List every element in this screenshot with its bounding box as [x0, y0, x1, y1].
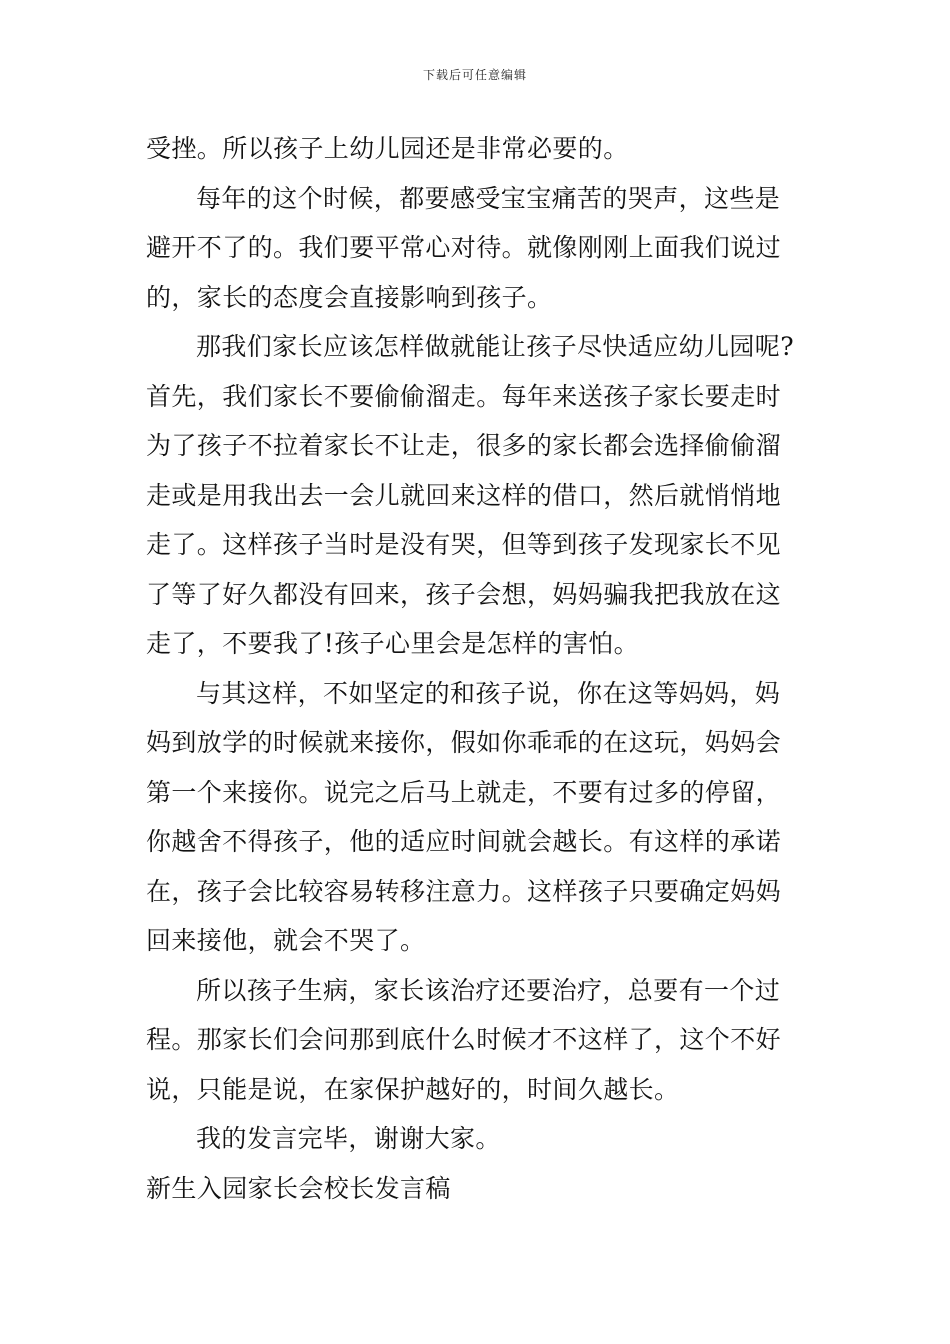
document-title-line: 新生入园家长会校长发言稿 [146, 1173, 451, 1203]
text-line: 说，只能是说，在家保护越好的，时间久越长。 [146, 1074, 680, 1104]
text-line: 你越舍不得孩子，他的适应时间就会越长。有这样的承诺 [146, 827, 782, 856]
text-line: 走了，不要我了!孩子心里会是怎样的害怕。 [146, 629, 640, 658]
text-line: 走了。这样孩子当时是没有哭，但等到孩子发现家长不见 [146, 530, 782, 559]
text-line: 为了孩子不拉着家长不让走，很多的家长都会选择偷偷溜 [146, 431, 782, 460]
text-line: 程。那家长们会问那到底什么时候才不这样了，这个不好 [146, 1025, 782, 1054]
text-line: 妈到放学的时候就来接你，假如你乖乖的在这玩，妈妈会 [146, 728, 782, 757]
text-line: 回来接他，就会不哭了。 [146, 926, 426, 955]
text-line: 的，家长的态度会直接影响到孩子。 [146, 282, 553, 312]
text-line: 在，孩子会比较容易转移注意力。这样孩子只要确定妈妈 [146, 876, 782, 906]
text-line: 与其这样，不如坚定的和孩子说，你在这等妈妈，妈 [196, 678, 781, 708]
text-line: 了等了好久都没有回来，孩子会想，妈妈骗我把我放在这 [146, 579, 782, 609]
text-line: 所以孩子生病，家长该治疗还要治疗，总要有一个过 [196, 975, 781, 1005]
text-line: 我的发言完毕，谢谢大家。 [196, 1124, 501, 1153]
text-line: 每年的这个时候，都要感受宝宝痛苦的哭声，这些是 [196, 183, 781, 213]
text-line: 走或是用我出去一会儿就回来这样的借口，然后就悄悄地 [146, 480, 782, 510]
header-note: 下载后可任意编辑 [422, 68, 527, 82]
text-line: 避开不了的。我们要平常心对待。就像刚刚上面我们说过 [146, 233, 782, 262]
text-line: 那我们家长应该怎样做就能让孩子尽快适应幼儿园呢? [196, 332, 795, 361]
text-line: 第一个来接你。说完之后马上就走，不要有过多的停留， [146, 777, 782, 807]
text-line: 受挫。所以孩子上幼儿园还是非常必要的。 [146, 134, 629, 163]
text-line: 首先，我们家长不要偷偷溜走。每年来送孩子家长要走时 [146, 381, 782, 411]
document-body [146, 124, 806, 1213]
